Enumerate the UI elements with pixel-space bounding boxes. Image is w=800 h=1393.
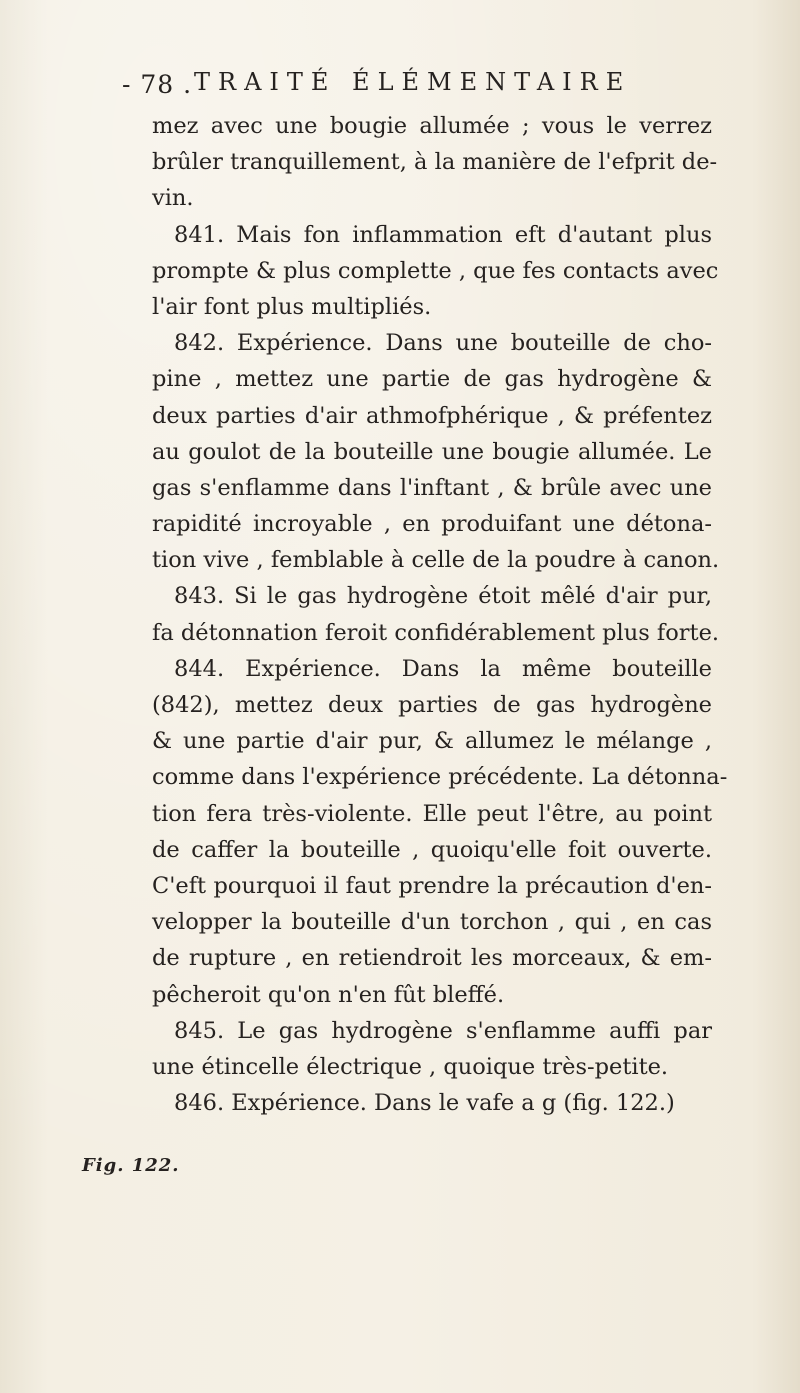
text-line: tion vive , femblable à celle de la poudre à canon.	[152, 547, 720, 574]
text-line: pine , mettez une partie de gas hydrogène &	[152, 366, 712, 393]
text-line: (842), mettez deux parties de gas hydrogène	[152, 692, 712, 718]
text-line: & une partie d'air pur, & allumez le mélange ,	[152, 728, 712, 755]
text-line: C'eft pourquoi il faut prendre la précaution d'en-	[152, 872, 712, 899]
text-line: 846. Expérience. Dans le vafe a g (fig. 122.)	[174, 1090, 675, 1117]
page-header	[118, 68, 738, 104]
body-text	[152, 108, 728, 1121]
text-line: vin.	[152, 185, 194, 212]
text-line: rapidité incroyable , en produifant une détona-	[152, 511, 712, 538]
text-line: velopper la bouteille d'un torchon , qui , en cas	[152, 909, 712, 936]
text-line: 844. Expérience. Dans la même bouteille	[174, 655, 712, 682]
text-line: brûler tranquillement, à la manière de l'efprit de-	[152, 149, 718, 176]
text-line: deux parties d'air athmofphérique , & préfentez	[152, 402, 712, 429]
text-line: comme dans l'expérience précédente. La détonna-	[152, 764, 728, 791]
text-line: gas s'enflamme dans l'inftant , & brûle avec une	[152, 474, 712, 501]
text-line: l'air font plus multipliés.	[152, 293, 432, 320]
text-line: 843. Si le gas hydrogène étoit mêlé d'air pur,	[174, 583, 712, 610]
text-line: prompte & plus complette , que fes contacts avec	[152, 257, 719, 284]
figure-margin-note: Fig. 122.	[82, 1155, 180, 1176]
text-line: de rupture , en retiendroit les morceaux, & em-	[152, 945, 712, 972]
running-title: TRAITÉ ÉLÉMENTAIRE	[194, 68, 632, 96]
page-number: - 78 .	[122, 70, 193, 99]
text-line: 842. Expérience. Dans une bouteille de cho-	[174, 330, 712, 357]
text-line: de caffer la bouteille , quoiqu'elle foit ouverte.	[152, 836, 712, 863]
text-line: mez avec une bougie allumée ; vous le verrez	[152, 113, 712, 139]
text-line: pêcheroit qu'on n'en fût bleffé.	[152, 981, 505, 1008]
text-line: au goulot de la bouteille une bougie allumée. Le	[152, 438, 712, 465]
text-line: 841. Mais fon inflammation eft d'autant plus	[174, 221, 712, 248]
text-line: fa détonnation feroit confidérablement plus forte.	[152, 619, 720, 646]
text-line: 845. Le gas hydrogène s'enflamme auffi par	[174, 1017, 712, 1044]
text-line: tion fera très-violente. Elle peut l'être, au point	[152, 800, 712, 827]
text-line: une étincelle électrique , quoique très-petite.	[152, 1053, 669, 1080]
